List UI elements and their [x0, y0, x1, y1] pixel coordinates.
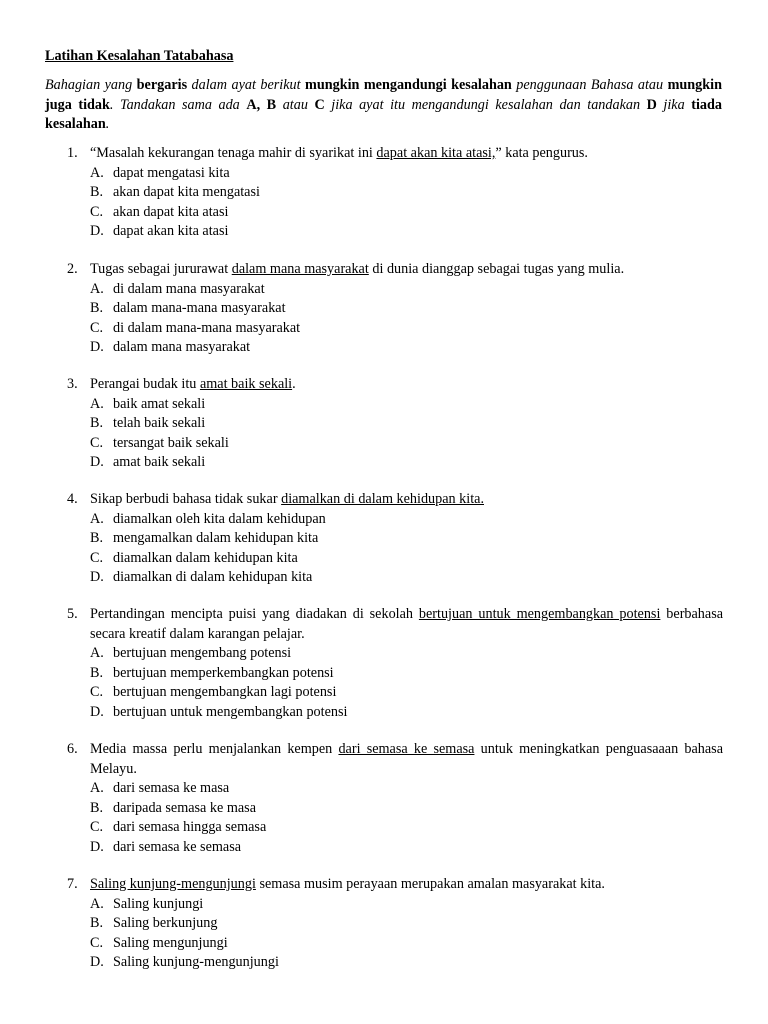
- option-c[interactable]: [90, 818, 723, 838]
- option-letter: C.: [90, 203, 104, 220]
- underlined-phrase: dapat akan kita atasi,: [376, 145, 496, 161]
- option-a[interactable]: [90, 280, 723, 300]
- option-c[interactable]: [90, 319, 723, 339]
- underlined-phrase: dalam mana masyarakat: [231, 261, 369, 277]
- question-stem: Media massa perlu menjalankan kempen dari semasa ke semasa untuk meningkatkan penguasaaan bahasa Melayu.: [90, 741, 723, 777]
- question-stem: Pertandingan mencipta puisi yang diadakan di sekolah bertujuan untuk mengembangkan potensi berbahasa secara kreatif dalam karangan pelajar.: [90, 606, 724, 642]
- option-b[interactable]: [90, 529, 723, 549]
- question-3: [67, 375, 723, 473]
- option-letter: D.: [90, 838, 104, 855]
- option-letter: A.: [90, 164, 104, 181]
- option-text: diamalkan oleh kita dalam kehidupan: [113, 510, 326, 527]
- instr-text: jika ayat itu mengandungi kesalahan dan tandakan: [324, 96, 647, 113]
- option-letter: B.: [90, 300, 104, 317]
- option-letter: B.: [90, 799, 104, 816]
- option-letter: B.: [90, 415, 104, 432]
- instr-text: atau: [276, 96, 315, 113]
- underlined-phrase: diamalkan di dalam kehidupan kita.: [281, 491, 484, 507]
- option-letter: D.: [90, 954, 104, 971]
- question-number: 1.: [67, 145, 78, 161]
- option-letter: C.: [90, 684, 104, 701]
- option-c[interactable]: [90, 203, 723, 223]
- instr-text: Bahagian yang: [45, 77, 137, 93]
- option-text: telah baik sekali: [113, 415, 206, 432]
- page-title: Latihan Kesalahan Tatabahasa: [45, 48, 234, 64]
- option-text: mengamalkan dalam kehidupan kita: [113, 530, 319, 547]
- question-number: 7.: [67, 876, 78, 892]
- instr-text: dalam ayat berikut: [187, 77, 305, 93]
- question-5: [67, 605, 723, 723]
- underlined-phrase: dari semasa ke semasa: [338, 741, 475, 757]
- option-letter: C.: [90, 819, 104, 836]
- question-7: [67, 875, 723, 973]
- option-a[interactable]: [90, 895, 723, 915]
- option-text: bertujuan mengembangkan lagi potensi: [113, 684, 337, 701]
- instructions-paragraph: [45, 76, 722, 135]
- question-stem: “Masalah kekurangan tenaga mahir di syarikat ini dapat akan kita atasi,” kata pengurus.: [90, 145, 588, 161]
- option-text: baik amat sekali: [113, 395, 206, 412]
- question-stem: Perangai budak itu amat baik sekali.: [90, 376, 296, 392]
- option-d[interactable]: [90, 953, 723, 973]
- option-list: [90, 280, 723, 358]
- option-d[interactable]: [90, 838, 723, 858]
- question-2: [67, 260, 723, 358]
- option-text: dalam mana masyarakat: [113, 339, 251, 356]
- option-letter: A.: [90, 280, 104, 297]
- instr-bold: tiada kesalahan: [45, 96, 722, 133]
- option-letter: C.: [90, 319, 104, 336]
- option-letter: D.: [90, 223, 104, 240]
- question-number: 2.: [67, 261, 78, 277]
- option-letter: A.: [90, 645, 104, 662]
- option-c[interactable]: [90, 683, 723, 703]
- option-text: akan dapat kita mengatasi: [113, 184, 260, 201]
- option-text: bertujuan mengembang potensi: [113, 645, 292, 662]
- option-b[interactable]: [90, 183, 723, 203]
- option-letter: B.: [90, 664, 104, 681]
- option-letter: A.: [90, 510, 104, 527]
- option-letter: B.: [90, 184, 104, 201]
- question-stem: Saling kunjung-mengunjungi semasa musim perayaan merupakan amalan masyarakat kita.: [90, 876, 605, 892]
- option-letter: C.: [90, 934, 104, 951]
- option-text: dari semasa ke masa: [113, 780, 230, 797]
- option-b[interactable]: [90, 799, 723, 819]
- option-a[interactable]: [90, 510, 723, 530]
- option-text: akan dapat kita atasi: [113, 203, 229, 220]
- option-text: diamalkan di dalam kehidupan kita: [113, 569, 313, 586]
- question-6: [67, 740, 723, 858]
- question-number: 3.: [67, 376, 78, 392]
- option-b[interactable]: [90, 914, 723, 934]
- option-b[interactable]: [90, 664, 723, 684]
- option-list: [90, 779, 723, 857]
- option-text: dapat akan kita atasi: [113, 223, 229, 240]
- option-text: bertujuan untuk mengembangkan potensi: [113, 703, 348, 720]
- option-text: Saling mengunjungi: [113, 934, 228, 951]
- instr-text: jika: [656, 96, 692, 113]
- option-d[interactable]: [90, 453, 723, 473]
- question-number: 5.: [67, 606, 78, 622]
- option-list: [90, 395, 723, 473]
- option-list: [90, 644, 723, 722]
- question-stem: Sikap berbudi bahasa tidak sukar diamalkan di dalam kehidupan kita.: [90, 491, 484, 507]
- option-letter: C.: [90, 549, 104, 566]
- question-1: [67, 144, 723, 242]
- option-text: bertujuan memperkembangkan potensi: [113, 664, 334, 681]
- option-list: [90, 164, 723, 242]
- option-letter: B.: [90, 530, 104, 547]
- question-number: 6.: [67, 741, 78, 757]
- option-text: dari semasa hingga semasa: [113, 819, 267, 836]
- instr-text: .: [105, 116, 110, 133]
- instr-bold: mungkin mengandungi kesalahan: [305, 77, 512, 93]
- option-list: [90, 510, 723, 588]
- instr-bold: C: [314, 96, 325, 113]
- question-stem: Tugas sebagai jururawat dalam mana masyarakat di dunia dianggap sebagai tugas yang mulia.: [90, 261, 625, 277]
- question-4: [67, 490, 723, 588]
- option-d[interactable]: [90, 703, 723, 723]
- option-text: dari semasa ke semasa: [113, 838, 242, 855]
- option-letter: D.: [90, 454, 104, 471]
- option-letter: C.: [90, 434, 104, 451]
- option-c[interactable]: [90, 434, 723, 454]
- option-text: di dalam mana-mana masyarakat: [113, 319, 301, 336]
- option-c[interactable]: [90, 549, 723, 569]
- option-letter: B.: [90, 915, 104, 932]
- option-letter: A.: [90, 780, 104, 797]
- option-letter: D.: [90, 569, 104, 586]
- option-text: dalam mana-mana masyarakat: [113, 300, 286, 317]
- underlined-phrase: bertujuan untuk mengembangkan potensi: [418, 606, 661, 622]
- option-d[interactable]: [90, 222, 723, 242]
- option-text: daripada semasa ke masa: [113, 799, 256, 816]
- option-letter: D.: [90, 339, 104, 356]
- option-text: amat baik sekali: [113, 454, 206, 471]
- option-text: diamalkan dalam kehidupan kita: [113, 549, 298, 566]
- option-text: di dalam mana masyarakat: [113, 280, 265, 297]
- option-text: Saling kunjung-mengunjungi: [113, 954, 279, 971]
- option-text: tersangat baik sekali: [113, 434, 229, 451]
- option-d[interactable]: [90, 568, 723, 588]
- option-a[interactable]: [90, 644, 723, 664]
- instr-bold: mungkin juga tidak: [45, 77, 722, 113]
- instr-bold: A, B: [246, 96, 277, 113]
- underlined-phrase: Saling kunjung-mengunjungi: [90, 876, 256, 892]
- option-text: Saling berkunjung: [113, 915, 218, 932]
- option-c[interactable]: [90, 934, 723, 954]
- option-a[interactable]: [90, 779, 723, 799]
- option-b[interactable]: [90, 414, 723, 434]
- instr-text: . Tandakan sama ada: [109, 96, 247, 113]
- option-letter: A.: [90, 895, 104, 912]
- instr-bold: bergaris: [136, 77, 188, 93]
- option-letter: D.: [90, 703, 104, 720]
- option-a[interactable]: [90, 164, 723, 184]
- option-b[interactable]: [90, 299, 723, 319]
- option-text: Saling kunjungi: [113, 895, 204, 912]
- option-text: dapat mengatasi kita: [113, 164, 230, 181]
- instr-bold: D: [646, 96, 657, 113]
- option-d[interactable]: [90, 338, 723, 358]
- option-list: [90, 895, 723, 973]
- option-letter: A.: [90, 395, 104, 412]
- underlined-phrase: amat baik sekali: [199, 376, 293, 392]
- option-a[interactable]: [90, 395, 723, 415]
- instr-text: penggunaan Bahasa atau: [511, 77, 668, 93]
- question-number: 4.: [67, 491, 78, 507]
